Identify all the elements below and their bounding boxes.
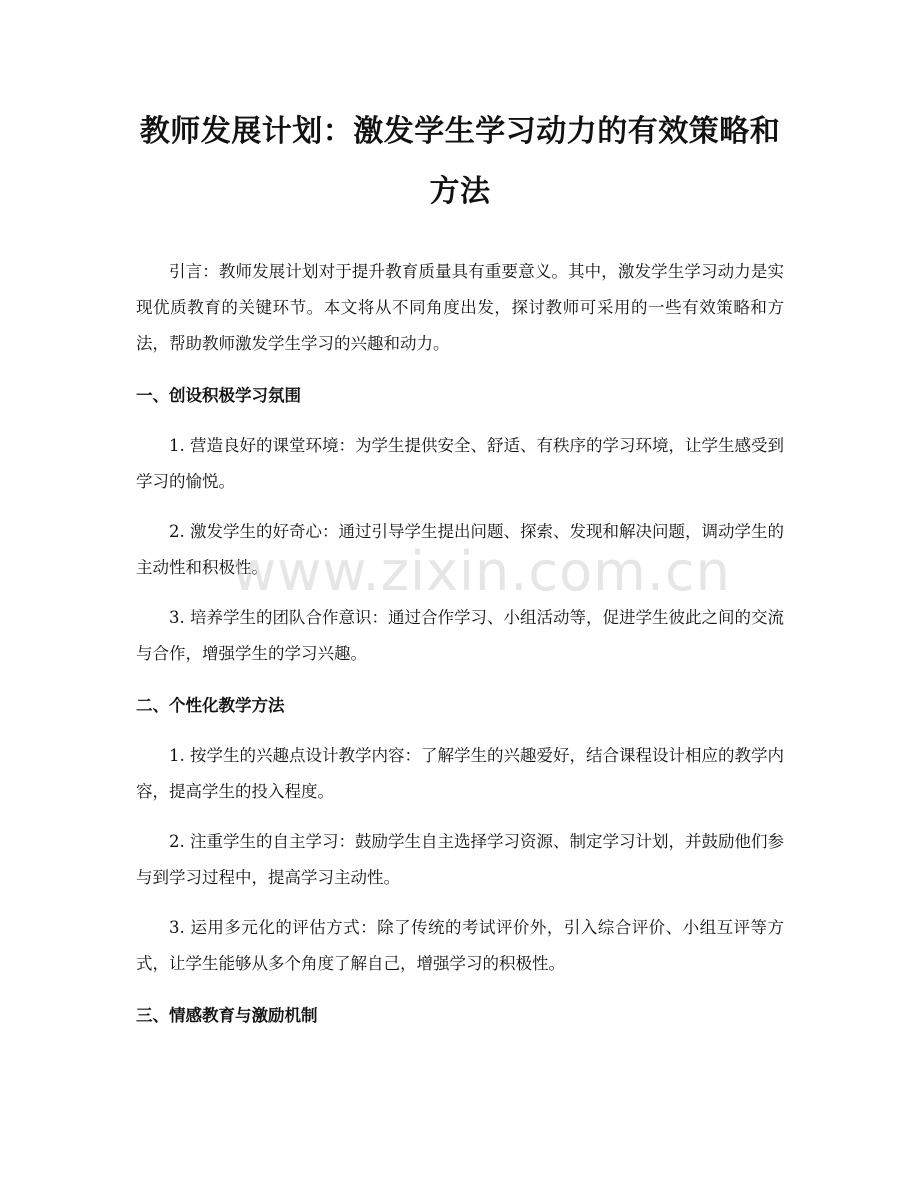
intro-paragraph: 引言：教师发展计划对于提升教育质量具有重要意义。其中，激发学生学习动力是实现优质教育的关键环节。本文将从不同角度出发，探讨教师可采用的一些有效策略和方法，帮助教师激发学生学习的兴趣和动力。 [136, 262, 784, 353]
section-heading-2: 二、个性化教学方法 [136, 696, 285, 715]
section-1-item-3: 3. 培养学生的团队合作意识：通过合作学习、小组活动等，促进学生彼此之间的交流与合作，增强学生的学习兴趣。 [136, 608, 784, 663]
section-2-item-1: 1. 按学生的兴趣点设计教学内容：了解学生的兴趣爱好，结合课程设计相应的教学内容，提高学生的投入程度。 [136, 746, 784, 801]
section-heading-1: 一、创设积极学习氛围 [136, 386, 301, 405]
document-title: 教师发展计划：激发学生学习动力的有效策略和方法 [139, 114, 781, 209]
section-2-item-3: 3. 运用多元化的评估方式：除了传统的考试评价外，引入综合评价、小组互评等方式，让学生能够从多个角度了解自己，增强学习的积极性。 [136, 918, 784, 973]
section-1-item-2: 2. 激发学生的好奇心：通过引导学生提出问题、探索、发现和解决问题，调动学生的主动性和积极性。 [136, 522, 784, 577]
section-heading-3: 三、情感教育与激励机制 [136, 1006, 318, 1025]
section-1-item-1: 1. 营造良好的课堂环境：为学生提供安全、舒适、有秩序的学习环境，让学生感受到学习的愉悦。 [136, 436, 784, 491]
watermark: www.zixin.com.cn [232, 540, 731, 603]
section-2-item-2: 2. 注重学生的自主学习：鼓励学生自主选择学习资源、制定学习计划，并鼓励他们参与到学习过程中，提高学习主动性。 [136, 832, 784, 887]
